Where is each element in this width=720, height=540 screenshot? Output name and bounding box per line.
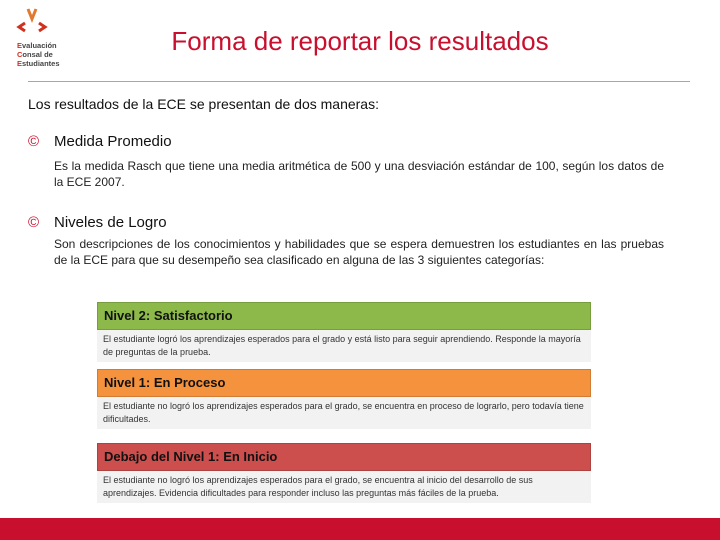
section-heading-label: Medida Promedio [54, 133, 172, 150]
level-title: Nivel 1: En Proceso [97, 369, 591, 397]
section-heading-medida-promedio [28, 133, 172, 150]
level-card-satisfactorio [97, 302, 591, 362]
section-heading-niveles-de-logro [28, 214, 167, 231]
level-description: El estudiante logró los aprendizajes esperados para el grado y está listo para seguir aprendiendo. Responde la mayoría de preguntas de la prueba. [97, 330, 591, 362]
page-title: Forma de reportar los resultados [171, 26, 549, 56]
bullet-icon: © [28, 133, 40, 150]
level-card-en-proceso [97, 369, 591, 429]
level-description: El estudiante no logró los aprendizajes esperados para el grado, se encuentra en proceso de lograrlo, pero todavía tiene dificultades. [97, 397, 591, 429]
section-text-niveles-de-logro: Son descripciones de los conocimientos y habilidades que se espera demuestren los estudiantes en las pruebas de la ECE para que su desempeño sea clasificado en alguna de las 3 siguientes categorías: [54, 237, 664, 267]
level-title: Debajo del Nivel 1: En Inicio [97, 443, 591, 471]
level-title: Nivel 2: Satisfactorio [97, 302, 591, 330]
logo-text: Evaluación Consal de Estudiantes [17, 41, 60, 68]
intro-text: Los resultados de la ECE se presentan de dos maneras: [28, 96, 379, 112]
footer-bar [0, 518, 720, 540]
bullet-icon: © [28, 214, 40, 231]
section-heading-label: Niveles de Logro [54, 214, 167, 231]
level-card-en-inicio [97, 443, 591, 503]
section-text-medida-promedio: Es la medida Rasch que tiene una media aritmética de 500 y una desviación estándar de 100, según los datos de la ECE 2007. [54, 159, 664, 189]
title-divider [28, 81, 690, 82]
level-description: El estudiante no logró los aprendizajes esperados para el grado, se encuentra al inicio del desarrollo de sus aprendizajes. Evidencia dificultades para responder incluso las preguntas más fáciles de la prueba. [97, 471, 591, 503]
